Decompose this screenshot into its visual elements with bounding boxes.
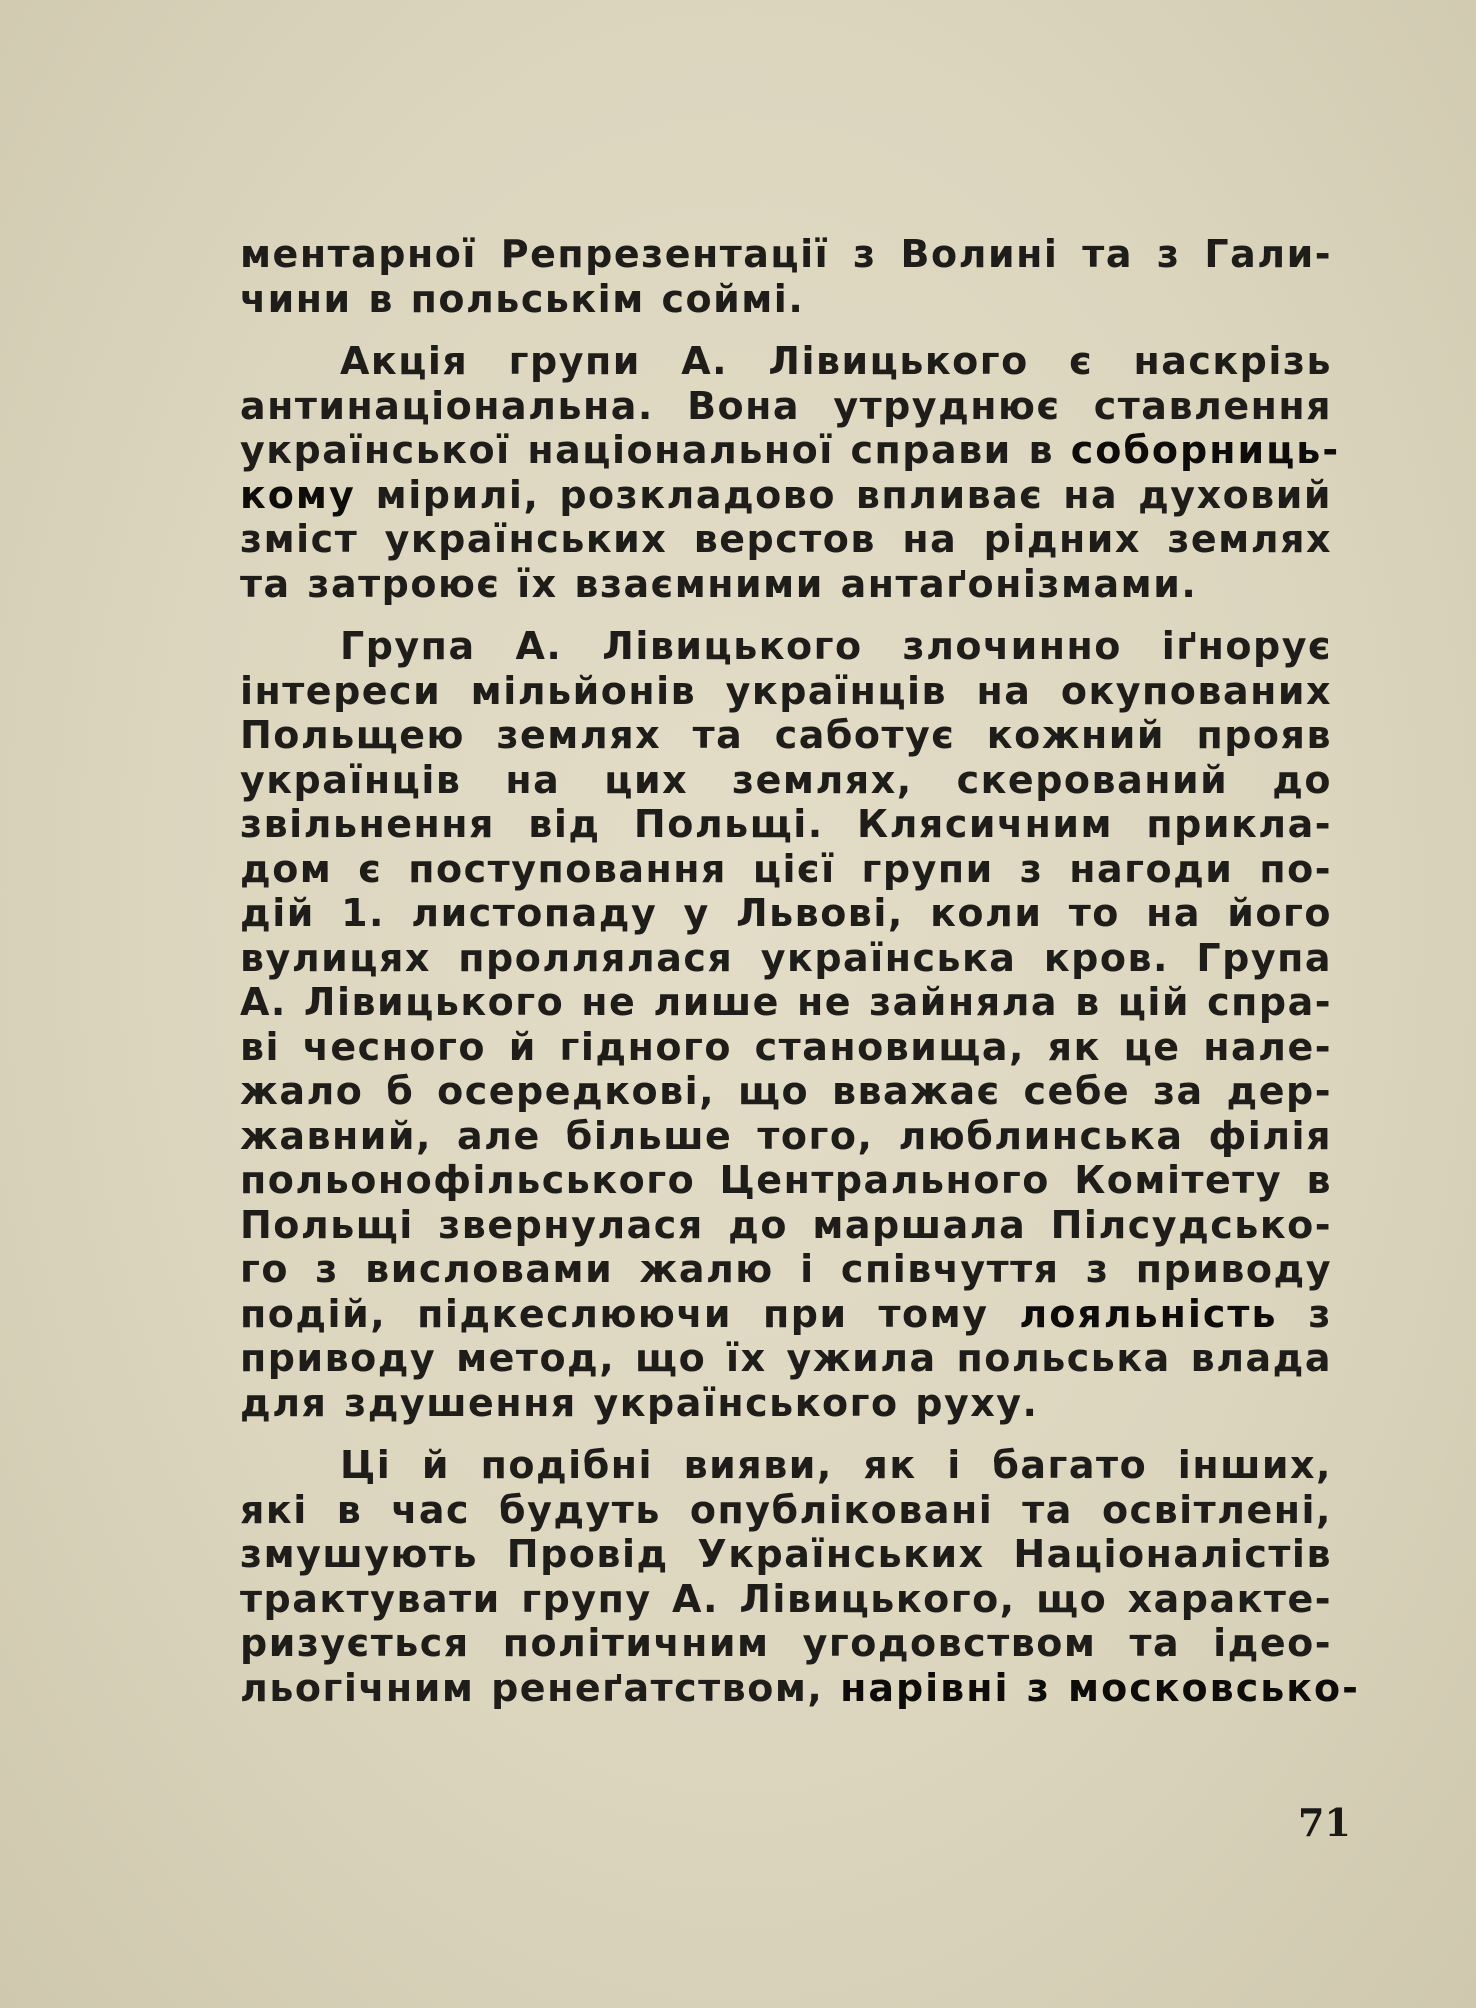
text-line <box>240 891 1332 936</box>
paragraph <box>240 624 1332 1425</box>
text-line <box>240 277 1332 322</box>
line-text: змушують Провід Українських Націоналістів <box>240 1532 1332 1576</box>
text-line <box>240 1532 1332 1577</box>
line-text: жавний, але більше того, люблинська філія <box>240 1113 1332 1158</box>
text-line <box>240 1247 1332 1292</box>
text-line <box>240 517 1332 562</box>
page-number: 71 <box>1298 1800 1351 1845</box>
line-text: трактувати групу А. Лівицького, що характе- <box>240 1576 1332 1621</box>
text-line <box>240 1114 1332 1159</box>
text-line <box>240 1488 1332 1533</box>
text-line <box>240 624 1332 669</box>
line-text: інтереси мільйонів українців на окупованих <box>240 668 1332 713</box>
line-text: польонофільського Центрального Комітету в <box>240 1158 1332 1202</box>
text-line <box>240 1665 1360 1711</box>
line-text: жало б осередкові, що вважає себе за дер- <box>240 1069 1332 1113</box>
line-text: Акція групи А. Лівицького є наскрізь <box>340 339 1332 383</box>
text-line <box>240 936 1332 981</box>
line-text: Ці й подібні вияви, як і багато інших, <box>340 1443 1332 1487</box>
line-text: які в час будуть опубліковані та освітлені, <box>240 1487 1332 1532</box>
text-line <box>240 428 1341 473</box>
text-line <box>240 1069 1332 1114</box>
line-text: А. Лівицького не лише не зайняла в цій спра- <box>240 980 1332 1024</box>
text-line <box>240 980 1332 1025</box>
text-line <box>240 1292 1332 1337</box>
text-line <box>240 1577 1332 1622</box>
line-text: української національної справи в <box>240 428 1071 472</box>
text-line <box>240 1381 1332 1426</box>
line-text: ментарної Репрезентації з Волині та з Гали- <box>240 232 1332 276</box>
text-line <box>240 339 1332 384</box>
line-text: ві чесного й гідного становища, як це нале- <box>240 1024 1332 1069</box>
line-text: Польщею землях та саботує кожний прояв <box>240 713 1332 757</box>
text-line <box>240 1621 1332 1666</box>
text-line <box>240 1443 1332 1488</box>
line-text: антинаціональна. Вона утруднює ставлення <box>240 383 1332 428</box>
text-line <box>240 713 1332 758</box>
line-text: дій 1. листопаду у Львові, коли то на його <box>240 891 1332 935</box>
emphasized-text: нарівні з московсько- <box>840 1665 1360 1710</box>
paragraph <box>240 1443 1360 1710</box>
line-text: го з висловами жалю і співчуття з приводу <box>240 1247 1332 1291</box>
line-text: дом є поступовання цієї групи з нагоди по- <box>240 846 1332 891</box>
text-line <box>240 1025 1332 1070</box>
line-text: зміст українських верстов на рідних землях <box>240 517 1332 561</box>
line-text: вулицях проллялася українська кров. Група <box>240 935 1332 980</box>
text-line <box>240 669 1332 714</box>
line-text: та затроює їх взаємними антаґонізмами. <box>240 561 1198 606</box>
text-line <box>240 562 1332 607</box>
line-text: приводу метод, що їх ужила польська влада <box>240 1336 1332 1380</box>
text-line <box>240 802 1332 847</box>
line-text: льогічним ренеґатством, <box>240 1665 841 1710</box>
text-line <box>240 1158 1332 1203</box>
line-text: з <box>1277 1291 1333 1336</box>
emphasized-text: лояльність <box>1019 1291 1278 1336</box>
line-text: подій, підкеслюючи при тому <box>240 1291 1020 1336</box>
text-line <box>240 232 1332 277</box>
text-line <box>240 1336 1332 1381</box>
paragraph <box>240 339 1341 606</box>
page-text <box>240 232 1360 1710</box>
line-text: українців на цих землях, скерований до <box>240 757 1332 802</box>
text-line <box>240 847 1332 892</box>
line-text: чини в польськім соймі. <box>240 276 805 321</box>
paragraph <box>240 232 1332 321</box>
emphasized-text: соборниць- <box>1070 428 1341 472</box>
line-text: Польщі звернулася до маршала Пілсудсько- <box>240 1202 1332 1247</box>
line-text: для здушення українського руху. <box>240 1380 1039 1425</box>
line-text: звільнення від Польщі. Клясичним прикла- <box>240 802 1332 846</box>
line-text: Група А. Лівицького злочинно іґнорує <box>340 624 1332 668</box>
line-text: мірилі, розкладово впливає на духовий <box>355 472 1332 517</box>
line-text: ризується політичним угодовством та ідео- <box>240 1621 1332 1665</box>
emphasized-text: кому <box>240 472 356 517</box>
text-line <box>240 1203 1332 1248</box>
text-line <box>240 473 1332 518</box>
text-line <box>240 384 1332 429</box>
text-line <box>240 758 1332 803</box>
